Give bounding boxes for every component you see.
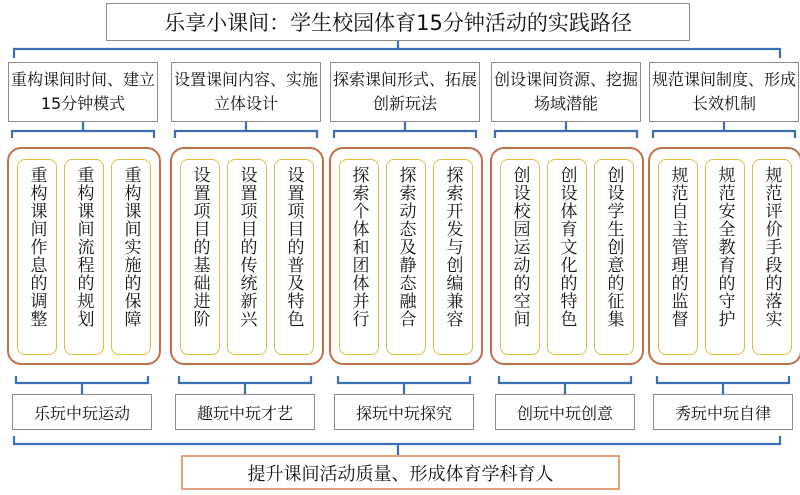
practice-item bbox=[594, 159, 634, 355]
practice-item bbox=[17, 159, 57, 355]
group-bracket bbox=[179, 376, 311, 383]
practice-item-text: 重构课间流程的规划 bbox=[73, 166, 94, 328]
practice-item-text: 创设体育文化的特色 bbox=[556, 166, 577, 328]
category-box: 规范课间制度、形成长效机制 bbox=[649, 62, 799, 122]
practice-item-text: 探索个体和团体并行 bbox=[348, 166, 369, 328]
category-box: 设置课间内容、实施立体设计 bbox=[171, 62, 321, 122]
practice-item bbox=[658, 159, 698, 355]
practice-item-text: 探索动态及静态融合 bbox=[395, 166, 416, 328]
practice-item-text: 创设校园运动的空间 bbox=[509, 166, 530, 328]
item-group bbox=[170, 147, 324, 365]
bottom-bracket bbox=[14, 436, 780, 444]
practice-item-text: 探索开发与创编兼容 bbox=[442, 166, 463, 328]
practice-item bbox=[547, 159, 587, 355]
category-box: 创设课间资源、挖掘场域潜能 bbox=[491, 62, 641, 122]
practice-item bbox=[227, 159, 267, 355]
practice-item-text: 规范安全教育的守护 bbox=[714, 166, 735, 328]
category-box: 探索课间形式、拓展创新玩法 bbox=[330, 62, 480, 122]
group-bracket bbox=[657, 376, 789, 383]
category-box: 重构课间时间、建立15分钟模式 bbox=[8, 62, 158, 122]
category-bracket bbox=[12, 131, 154, 138]
practice-item bbox=[274, 159, 314, 355]
practice-item bbox=[64, 159, 104, 355]
play-mode-box: 乐玩中玩运动 bbox=[12, 394, 152, 430]
practice-item-text: 重构课间作息的调整 bbox=[26, 166, 47, 328]
practice-item-text: 规范评价手段的落实 bbox=[761, 166, 782, 328]
practice-item bbox=[705, 159, 745, 355]
item-group bbox=[329, 147, 483, 365]
practice-item-text: 规范自主管理的监督 bbox=[667, 166, 688, 328]
play-mode-box: 创玩中玩创意 bbox=[495, 394, 635, 430]
practice-item bbox=[339, 159, 379, 355]
practice-item-text: 创设学生创意的征集 bbox=[603, 166, 624, 328]
practice-item bbox=[111, 159, 151, 355]
play-mode-box: 探玩中玩探究 bbox=[334, 394, 474, 430]
category-bracket bbox=[653, 131, 795, 138]
practice-item bbox=[500, 159, 540, 355]
practice-item-text: 设置项目的传统新兴 bbox=[236, 166, 257, 328]
practice-item-text: 设置项目的基础进阶 bbox=[189, 166, 210, 328]
play-mode-box: 趣玩中玩才艺 bbox=[175, 394, 315, 430]
diagram-title: 乐享小课间：学生校园体育15分钟活动的实践路径 bbox=[106, 3, 690, 41]
footer-goal: 提升课间活动质量、形成体育学科育人 bbox=[181, 455, 620, 490]
item-group bbox=[648, 147, 800, 365]
category-bracket bbox=[334, 131, 476, 138]
category-bracket bbox=[495, 131, 637, 138]
item-group bbox=[7, 147, 161, 365]
practice-item bbox=[752, 159, 792, 355]
item-group bbox=[490, 147, 644, 365]
practice-item bbox=[180, 159, 220, 355]
practice-item bbox=[433, 159, 473, 355]
group-bracket bbox=[338, 376, 470, 383]
practice-item-text: 重构课间实施的保障 bbox=[120, 166, 141, 328]
practice-item bbox=[386, 159, 426, 355]
group-bracket bbox=[499, 376, 631, 383]
play-mode-box: 秀玩中玩自律 bbox=[653, 394, 793, 430]
practice-item-text: 设置项目的普及特色 bbox=[283, 166, 304, 328]
top-bracket bbox=[14, 49, 780, 58]
group-bracket bbox=[16, 376, 148, 383]
category-bracket bbox=[175, 131, 317, 138]
